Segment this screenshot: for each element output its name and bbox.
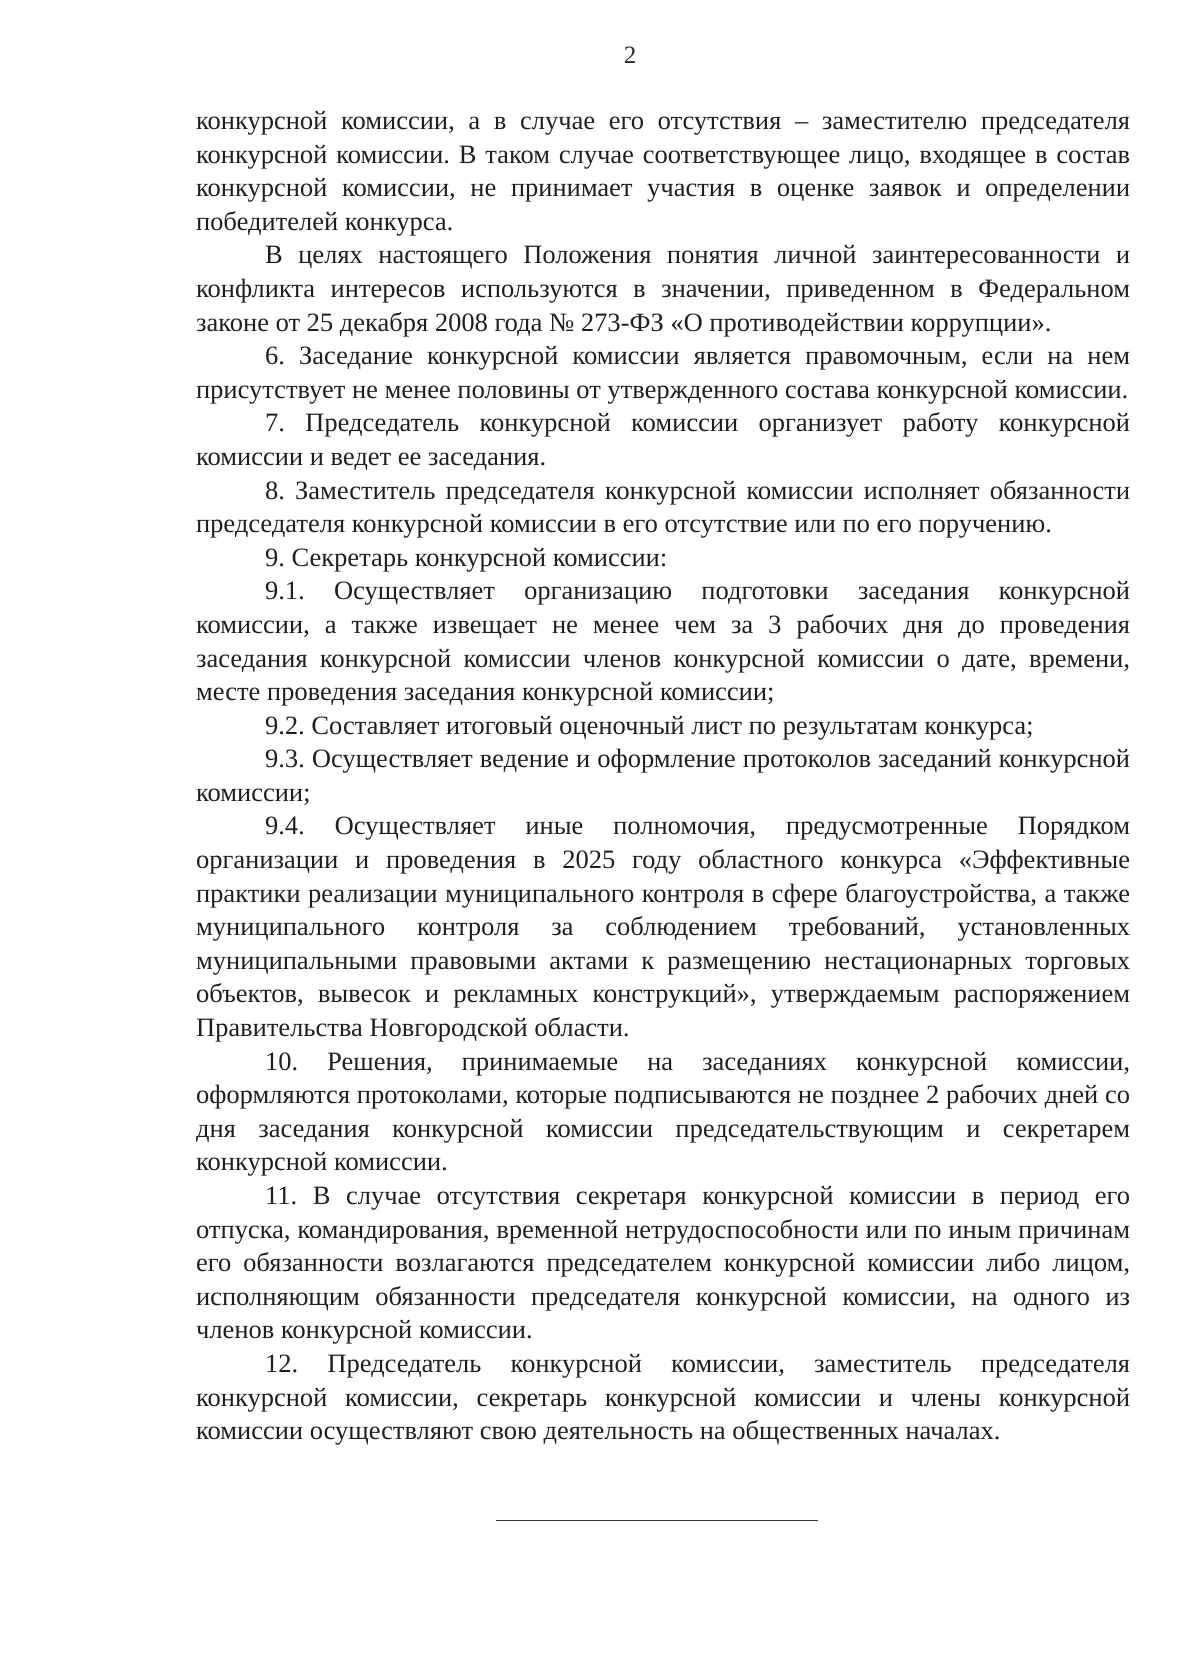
paragraph-12: 12. Председатель конкурсной комиссии, заместитель председателя конкурсной комиссии, секретарь конкурсной комиссии и члены конкурсной комиссии осуществляют свою деятельность на общественных началах. [196, 1347, 1130, 1446]
paragraph-9: 9. Секретарь конкурсной комиссии: [265, 541, 668, 572]
paragraph-conflict-of-interest: В целях настоящего Положения понятия личной заинтересованности и конфликта интересов используются в значении, приведенном в Федеральном законе от 25 декабря 2008 года № 273-ФЗ «О противодействии коррупции». [196, 239, 1130, 337]
document-body [196, 104, 1130, 1448]
paragraph-7: 7. Председатель конкурсной комиссии организует работу конкурсной комиссии и ведет ее заседания. [196, 407, 1130, 471]
paragraph-11: 11. В случае отсутствия секретаря конкурсной комиссии в период его отпуска, командирования, временной нетрудоспособности или по иным причинам его обязанности возлагаются председателем конкурсной комиссии либо лицом, исполняющим обязанности председателя конкурсной комиссии, на одного из членов конкурсной комиссии. [196, 1180, 1130, 1345]
paragraph-9-1: 9.1. Осуществляет организацию подготовки заседания конкурсной комиссии, а также извещает не менее чем за 3 рабочих дня до проведения заседания конкурсной комиссии членов конкурсной комиссии о дате, времени, месте проведения заседания конкурсной комиссии; [196, 575, 1130, 707]
paragraph-9-2: 9.2. Составляет итоговый оценочный лист по результатам конкурса; [265, 709, 1034, 740]
end-of-document-rule [496, 1520, 818, 1521]
paragraph-continuation: конкурсной комиссии, а в случае его отсутствия – заместителю председателя конкурсной комиссии. В таком случае соответствующее лицо, входящее в состав конкурсной комиссии, не принимает участия в оценке заявок и определении победителей конкурса. [196, 105, 1130, 236]
paragraph-6: 6. Заседание конкурсной комиссии является правомочным, если на нем присутствует не менее половины от утвержденного состава конкурсной комиссии. [196, 340, 1130, 404]
paragraph-10: 10. Решения, принимаемые на заседаниях конкурсной комиссии, оформляются протоколами, которые подписываются не позднее 2 рабочих дней со дня заседания конкурсной комиссии председательствующим и секретарем конкурсной комиссии. [196, 1045, 1130, 1177]
paragraph-9-3: 9.3. Осуществляет ведение и оформление протоколов заседаний конкурсной комиссии; [196, 743, 1130, 807]
paragraph-9-4: 9.4. Осуществляет иные полномочия, предусмотренные Порядком организации и проведения в 2025 году областного конкурса «Эффективные практики реализации муниципального контроля в сфере благоустройства, а также муниципального контроля за соблюдением требований, установленных муниципальными правовыми актами к размещению нестационарных торговых объектов, вывесок и рекламных конструкций», утверждаемым распоряжением Правительства Новгородской области. [196, 810, 1130, 1043]
paragraph-8: 8. Заместитель председателя конкурсной комиссии исполняет обязанности председателя конкурсной комиссии в его отсутствие или по его поручению. [196, 474, 1130, 539]
page-number: 2 [623, 42, 637, 69]
